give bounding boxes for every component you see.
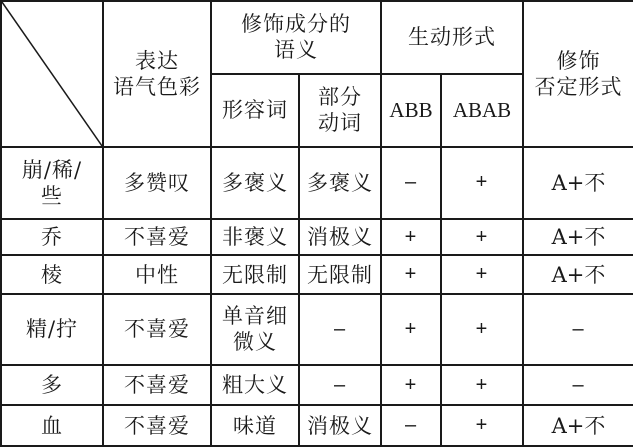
row-abab-text: + [475,317,489,340]
subheader-verb [299,74,381,147]
table-row [1,365,633,406]
row-adjective [211,294,299,365]
row-verb-text: 消极义 [307,225,373,250]
row-verb-text: – [333,373,347,396]
row-word-text: 乔 [41,225,63,250]
row-word-text: 多 [41,373,63,397]
row-abab [441,147,523,219]
row-abb-text: + [404,373,418,396]
header-negation [523,1,633,147]
row-adjective [211,405,299,446]
row-tone-text: 不喜爱 [124,413,190,438]
row-abb [381,294,441,365]
subheader-abb [381,74,441,147]
row-negation-text: A+不 [551,170,606,195]
row-tone-text: 不喜爱 [124,317,190,342]
row-word [1,147,103,219]
row-tone [103,294,211,365]
row-verb-text: 多褒义 [307,170,373,195]
row-adjective-text: 粗大义 [222,373,288,397]
row-negation-text: A+不 [551,262,606,287]
row-abb [381,147,441,219]
subheader-adjective [211,74,299,147]
row-abab [441,255,523,294]
row-abab [441,294,523,365]
row-word-text: 棱 [41,262,63,287]
row-verb [299,294,381,365]
header-negation-text: 修饰 否定形式 [534,48,623,99]
row-adjective-text: 味道 [233,413,277,438]
subheader-verb-text: 部分 动词 [318,85,362,136]
row-negation-text: A+不 [551,225,606,250]
row-abb-text: + [404,263,418,286]
row-abab-text: + [475,414,489,437]
row-abb-text: – [404,414,418,437]
row-abb [381,219,441,255]
row-adjective [211,219,299,255]
row-word-text: 崩/稀/ 些 [21,157,83,208]
row-word [1,405,103,446]
row-negation-text: A+不 [551,413,606,438]
diagonal-line [2,2,102,146]
row-tone [103,219,211,255]
row-negation [523,147,633,219]
row-word-text: 精/拧 [25,317,79,342]
row-negation [523,255,633,294]
header-tone [103,1,211,147]
row-adjective-text: 非褒义 [222,225,288,250]
row-negation [523,405,633,446]
row-adjective [211,365,299,406]
row-abb-text: + [404,225,418,248]
row-negation-text: – [572,317,585,340]
row-word [1,365,103,406]
row-word [1,294,103,365]
row-abb [381,255,441,294]
row-negation [523,219,633,255]
row-word [1,255,103,294]
row-adjective-text: 多褒义 [222,170,288,195]
row-abab-text: + [475,225,489,248]
row-tone-text: 不喜爱 [124,225,190,250]
table-row [1,219,633,255]
header-meaning-text: 修饰成分的 语义 [241,12,351,63]
subheader-adjective-text: 形容词 [222,98,288,123]
row-adjective [211,147,299,219]
table-row [1,405,633,446]
row-negation [523,294,633,365]
row-verb-text: 消极义 [307,413,373,438]
row-word [1,219,103,255]
header-vivid [381,1,523,74]
row-tone [103,405,211,446]
row-abab [441,405,523,446]
row-adjective-text: 无限制 [222,262,288,287]
row-abab-text: + [475,373,489,396]
row-tone-text: 多赞叹 [124,170,190,195]
row-verb [299,255,381,294]
header-vivid-text: 生动形式 [408,25,496,50]
row-abab-text: + [475,171,489,194]
row-verb [299,219,381,255]
row-word-text: 血 [41,413,63,438]
row-abb [381,405,441,446]
header-tone-text: 表达 语气色彩 [113,48,201,99]
row-abb-text: – [404,171,418,194]
row-negation-text: – [572,373,585,396]
corner-diagonal-cell [1,1,103,147]
header-meaning [211,1,381,74]
subheader-abab [441,74,523,147]
row-tone-text: 不喜爱 [124,373,190,397]
subheader-abab-text: ABAB [452,98,512,123]
table-row [1,294,633,365]
row-verb-text: – [333,317,347,340]
row-adjective-text: 单音细 微义 [222,304,288,355]
row-verb [299,147,381,219]
row-abab-text: + [475,263,489,286]
row-tone-text: 中性 [135,262,179,287]
table-row [1,255,633,294]
row-abb-text: + [404,317,418,340]
subheader-abb-text: ABB [389,98,433,123]
row-verb [299,405,381,446]
row-tone [103,147,211,219]
row-abb [381,365,441,406]
row-tone [103,255,211,294]
row-adjective [211,255,299,294]
row-verb-text: 无限制 [307,262,373,287]
row-tone [103,365,211,406]
row-abab [441,365,523,406]
row-negation [523,365,633,406]
row-abab [441,219,523,255]
table-row [1,147,633,219]
row-verb [299,365,381,406]
